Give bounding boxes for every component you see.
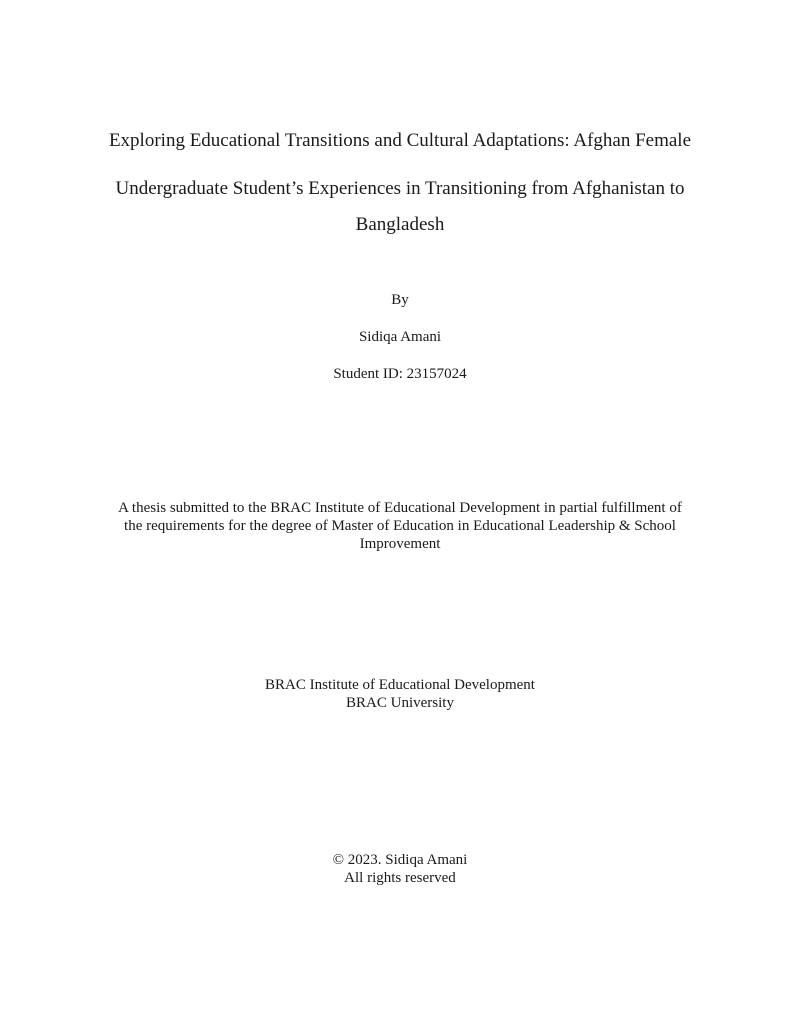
university-name: BRAC University	[346, 695, 454, 711]
thesis-title-line-3: Bangladesh	[355, 214, 445, 235]
author-name: Sidiqa Amani	[358, 329, 442, 345]
thesis-title-line-2: Undergraduate Student’s Experiences in Transitioning from Afghanistan to	[115, 178, 685, 199]
submission-statement-line-2: the requirements for the degree of Master of Education in Educational Leadership & School	[124, 518, 676, 534]
submission-statement-line-3: Improvement	[359, 536, 441, 552]
thesis-title-line-1: Exploring Educational Transitions and Cultural Adaptations: Afghan Female	[108, 130, 692, 151]
by-label: By	[391, 292, 409, 308]
student-id: Student ID: 23157024	[333, 366, 467, 382]
copyright-notice: © 2023. Sidiqa Amani	[332, 852, 468, 868]
rights-reserved: All rights reserved	[344, 870, 456, 886]
submission-statement-line-1: A thesis submitted to the BRAC Institute of Educational Development in partial fulfillment of	[118, 500, 682, 516]
institution-name: BRAC Institute of Educational Development	[265, 677, 535, 693]
